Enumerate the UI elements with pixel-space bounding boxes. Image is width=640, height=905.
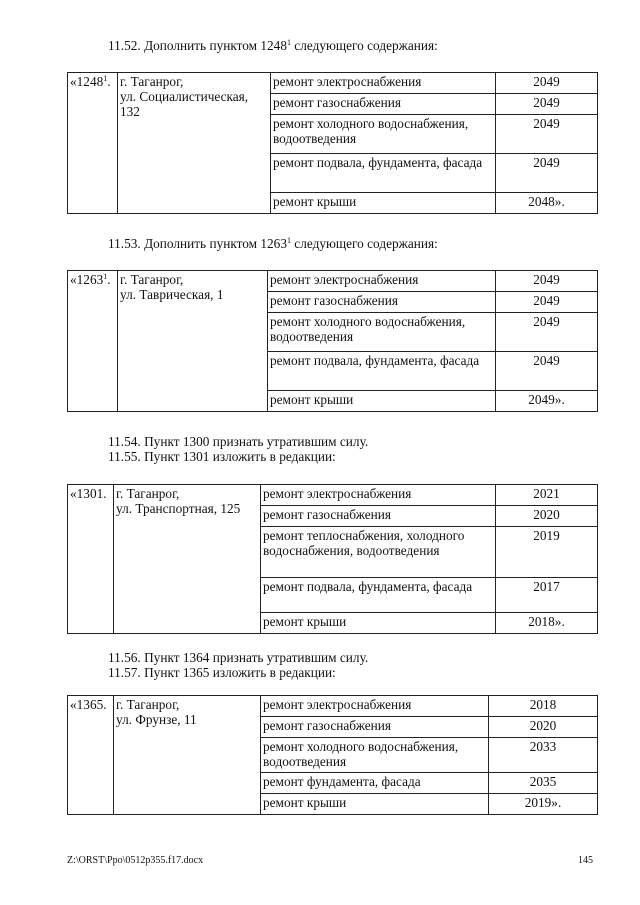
section-4-table bbox=[67, 695, 598, 815]
item-address: г. Таганрог, ул. Таврическая, 1 bbox=[118, 271, 268, 412]
year-cell: 2020 bbox=[496, 506, 598, 527]
work-cell: ремонт крыши bbox=[261, 613, 496, 634]
year-cell: 2049 bbox=[496, 292, 598, 313]
heading-line: 11.57. Пункт 1365 изложить в редакции: bbox=[108, 665, 336, 680]
work-cell: ремонт электроснабжения bbox=[271, 73, 496, 94]
work-cell: ремонт теплоснабжения, холодного водоснабжения, водоотведения bbox=[261, 527, 496, 578]
section-2-table bbox=[67, 270, 598, 412]
work-cell: ремонт холодного водоснабжения, водоотведения bbox=[261, 738, 489, 773]
year-cell: 2019 bbox=[496, 527, 598, 578]
work-cell: ремонт электроснабжения bbox=[268, 271, 496, 292]
year-cell: 2018 bbox=[489, 696, 598, 717]
year-cell: 2049 bbox=[496, 154, 598, 193]
heading-superscript: 1 bbox=[286, 236, 291, 245]
heading-text: 11.52. Дополнить пунктом 1248 bbox=[108, 38, 287, 53]
work-cell: ремонт холодного водоснабжения, водоотведения bbox=[268, 313, 496, 352]
work-cell: ремонт холодного водоснабжения, водоотведения bbox=[271, 115, 496, 154]
work-cell: ремонт подвала, фундамента, фасада bbox=[268, 352, 496, 391]
year-cell: 2049 bbox=[496, 313, 598, 352]
year-cell: 2049 bbox=[496, 73, 598, 94]
section-2-heading bbox=[108, 236, 438, 251]
year-cell: 2018». bbox=[496, 613, 598, 634]
work-cell: ремонт газоснабжения bbox=[271, 94, 496, 115]
year-cell: 2019». bbox=[489, 794, 598, 815]
year-cell: 2021 bbox=[496, 485, 598, 506]
footer-file-path: Z:\ORST\Ppo\0512p355.f17.docx bbox=[67, 855, 204, 866]
heading-line: 11.56. Пункт 1364 признать утратившим силу. bbox=[108, 650, 369, 665]
item-address: г. Таганрог, ул. Социалистическая, 132 bbox=[118, 73, 271, 214]
heading-superscript: 1 bbox=[286, 38, 291, 47]
work-cell: ремонт крыши bbox=[268, 391, 496, 412]
heading-text: 11.53. Дополнить пунктом 1263 bbox=[108, 236, 287, 251]
heading-line: 11.54. Пункт 1300 признать утратившим силу. bbox=[108, 434, 369, 449]
work-cell: ремонт газоснабжения bbox=[261, 717, 489, 738]
work-cell: ремонт электроснабжения bbox=[261, 485, 496, 506]
work-cell: ремонт подвала, фундамента, фасада bbox=[261, 578, 496, 613]
section-1-table bbox=[67, 72, 598, 214]
section-4-heading bbox=[108, 650, 368, 680]
work-cell: ремонт фундамента, фасада bbox=[261, 773, 489, 794]
section-3-table bbox=[67, 484, 598, 634]
work-cell: ремонт крыши bbox=[261, 794, 489, 815]
work-cell: ремонт газоснабжения bbox=[261, 506, 496, 527]
year-cell: 2049 bbox=[496, 115, 598, 154]
year-cell: 2049». bbox=[496, 391, 598, 412]
section-1-heading bbox=[108, 38, 438, 53]
item-number: «1263$^1$. bbox=[68, 271, 118, 412]
year-cell: 2049 bbox=[496, 94, 598, 115]
item-number: «1365. bbox=[68, 696, 114, 815]
work-cell: ремонт газоснабжения bbox=[268, 292, 496, 313]
item-address: г. Таганрог, ул. Транспортная, 125 bbox=[114, 485, 261, 634]
year-cell: 2049 bbox=[496, 352, 598, 391]
section-3-heading bbox=[108, 434, 368, 464]
year-cell: 2020 bbox=[489, 717, 598, 738]
year-cell: 2033 bbox=[489, 738, 598, 773]
item-number: «1301. bbox=[68, 485, 114, 634]
item-address: г. Таганрог, ул. Фрунзе, 11 bbox=[114, 696, 261, 815]
heading-line: 11.55. Пункт 1301 изложить в редакции: bbox=[108, 449, 336, 464]
heading-text: следующего содержания: bbox=[290, 236, 438, 251]
year-cell: 2017 bbox=[496, 578, 598, 613]
item-number: «1248$^1$. bbox=[68, 73, 118, 214]
year-cell: 2049 bbox=[496, 271, 598, 292]
heading-text: следующего содержания: bbox=[290, 38, 438, 53]
work-cell: ремонт электроснабжения bbox=[261, 696, 489, 717]
work-cell: ремонт подвала, фундамента, фасада bbox=[271, 154, 496, 193]
work-cell: ремонт крыши bbox=[271, 193, 496, 214]
year-cell: 2048». bbox=[496, 193, 598, 214]
year-cell: 2035 bbox=[489, 773, 598, 794]
footer-page-number: 145 bbox=[578, 855, 593, 866]
